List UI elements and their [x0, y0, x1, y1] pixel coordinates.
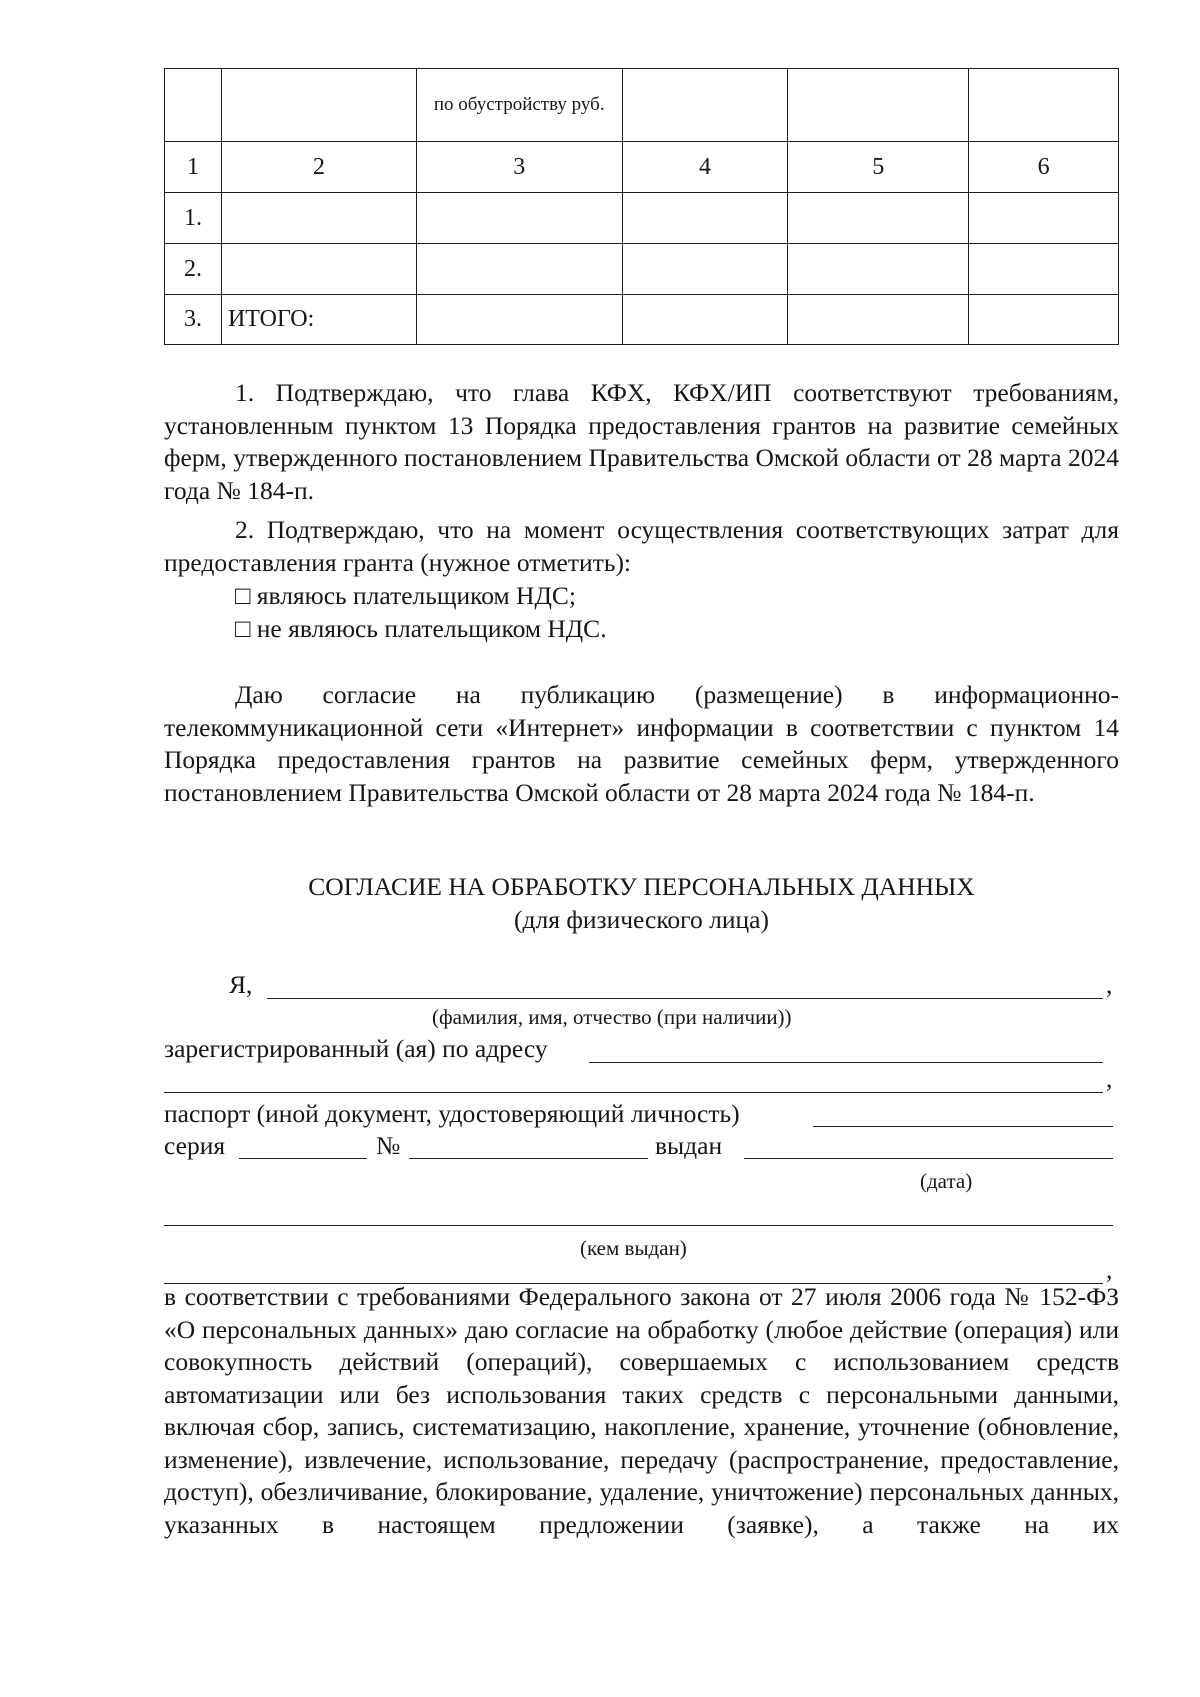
table-row-total [165, 295, 1119, 345]
comma: , [1106, 1255, 1113, 1284]
address-field-line2[interactable] [164, 1092, 1103, 1093]
passport-label: паспорт (иной документ, удостоверяющий личность) [164, 1099, 740, 1128]
non-vat-payer-option[interactable]: □ не являюсь плательщиком НДС. [235, 614, 607, 643]
row-number: 1. [165, 193, 222, 244]
issuer-hint: (кем выдан) [580, 1236, 687, 1260]
table-row [165, 193, 1119, 244]
vat-payer-option[interactable]: □ являюсь плательщиком НДС; [235, 581, 576, 610]
fio-field[interactable] [267, 998, 1103, 999]
fio-hint: (фамилия, имя, отчество (при наличии)) [432, 1005, 792, 1029]
column-number: 4 [622, 142, 788, 193]
paragraph-confirm-vat: 2. Подтверждаю, что на момент осуществления соответствующих затрат для предоставления гранта (нужное отметить): [164, 515, 1119, 577]
series-field[interactable] [239, 1158, 367, 1159]
consent-subtitle: (для физического лица) [514, 905, 769, 934]
issuer-field[interactable] [164, 1225, 1113, 1226]
number-field[interactable] [409, 1158, 648, 1159]
column-number: 6 [969, 142, 1119, 193]
cost-table [164, 68, 1119, 345]
number-label: № [376, 1131, 401, 1160]
passport-field[interactable] [813, 1126, 1113, 1127]
column-number: 1 [165, 142, 222, 193]
table-header-row [165, 69, 1119, 142]
column-number: 3 [416, 142, 622, 193]
consent-title: СОГЛАСИЕ НА ОБРАБОТКУ ПЕРСОНАЛЬНЫХ ДАННЫХ [308, 872, 975, 901]
date-hint: (дата) [920, 1169, 973, 1193]
row-label [221, 244, 416, 295]
row-label-total: ИТОГО: [221, 295, 416, 345]
row-number: 2. [165, 244, 222, 295]
column-number-row [165, 142, 1119, 193]
i-label: Я, [229, 970, 253, 999]
table-row [165, 244, 1119, 295]
issue-date-field[interactable] [744, 1158, 1113, 1159]
address-label: зарегистрированный (ая) по адресу [164, 1034, 548, 1063]
comma: , [1106, 970, 1113, 999]
comma: , [1106, 1064, 1113, 1093]
address-field[interactable] [589, 1062, 1103, 1063]
header-cell-arrangement: по обустройству руб. [416, 69, 622, 142]
column-number: 2 [221, 142, 416, 193]
row-label [221, 193, 416, 244]
paragraph-confirm-requirements: 1. Подтверждаю, что глава КФХ, КФХ/ИП соответствуют требованиям, установленным пунктом 13 Порядка предоставления грантов на развитие семейных ферм, утвержденного постановлением Правительства Омской области от 28 марта 2024 года № 184-п. [164, 378, 1119, 505]
column-number: 5 [788, 142, 969, 193]
paragraph-publication-consent: Даю согласие на публикацию (размещение) в информационно-телекоммуникационной сети «Интернет» информации в соответствии с пунктом 14 Порядка предоставления грантов на развитие семейных ферм, утвержденного постановлением Правительства Омской области от 28 марта 2024 года № 184-п. [164, 680, 1119, 807]
issued-label: выдан [655, 1131, 723, 1160]
consent-body: в соответствии с требованиями Федерального закона от 27 июля 2006 года № 152-ФЗ «О персональных данных» даю согласие на обработку (любое действие (операция) или совокупность действий (операций), совершаемых с использованием средств автоматизации или без использования таких средств с персональными данными, включая сбор, запись, систематизацию, накопление, хранение, уточнение (обновление, изменение), извлечение, использование, передачу (распространение, предоставление, доступ), обезличивание, блокирование, удаление, уничтожение) персональных данных, указанных в настоящем предложении (заявке), а также на их [164, 1282, 1119, 1539]
row-number: 3. [165, 295, 222, 345]
series-label: серия [164, 1131, 226, 1160]
